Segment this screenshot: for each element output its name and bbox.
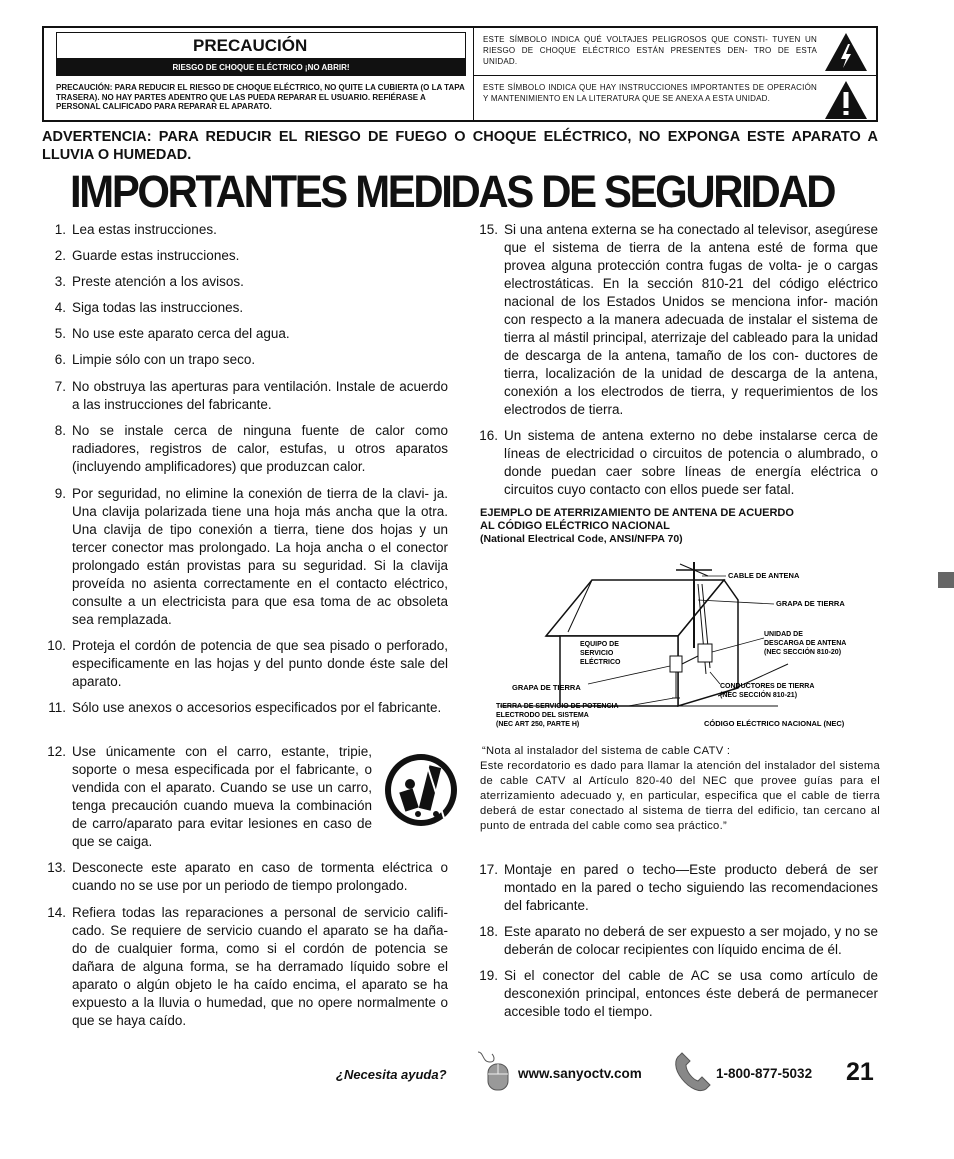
symbol-exclamation-row [474,76,876,120]
item-text: No use este aparato cerca del agua. [72,326,290,341]
phone-number: 1-800-877-5032 [716,1066,813,1081]
label-tierra-2: ELECTRODO DEL SISTEMA [496,712,589,719]
item-text: Este aparato no deberá de ser expuesto a ser mojado, y no se deberán de colocar recipientes con líquido encima de él. [504,924,878,957]
catv-note-body: Este recordatorio es dado para llamar la atención del instalador del sistema de cable CATV al Artículo 820-40 del NEC que provee guías para el aterrizamiento adecuado y, en particular, especifica que el cable de tierra deberá de estar conectado al sistema de tierra del edificio, tan cercano al punto de entrada del cable como sea práctico.” [480,760,880,832]
diagram-title-line2: AL CÓDIGO ELÉCTRICO NACIONAL [480,520,670,532]
diagram-title-line1: EJEMPLO DE ATERRIZAMIENTO DE ANTENA DE ACUERDO [480,507,794,519]
item-text: Por seguridad, no elimine la conexión de tierra de la clavi- ja. Una clavija polarizada tiene una hoja más ancha que la otra. Una clavija de tipo conexión a tierra, tiene dos hojas y un tercer conector mas prolongado. La hoja ancha o el conector prolongado están provistas para su seguridad. Si la clavija proveída no asienta correctamente en el contacto eléctrico, consulte a un electricista para que esa toma de ac obsoleta sea remplazada. [72,486,448,627]
cart-tipover-icon [380,748,462,832]
label-cable: CABLE DE ANTENA [728,571,800,580]
caution-bar: RIESGO DE CHOQUE ELÉCTRICO ¡NO ABRIR! [56,59,466,76]
item-text: Use únicamente con el carro, estante, tripie, soporte o mesa especificada por el fabricante, o vendida con el aparato. Cuando se use un carro, tenga precaución cuando mueva la combinación de carro/aparato para evitar lesiones en caso de que se caiga. [72,744,372,849]
symbol-lightning-row [474,28,876,76]
help-prompt: ¿Necesita ayuda? [336,1067,447,1082]
phone-icon [670,1051,714,1093]
item-number: 7. [54,379,66,394]
symbol-lightning-text: ESTE SÍMBOLO INDICA QUÉ VOLTAJES PELIGROSOS QUE CONSTI- TUYEN UN RIESGO DE CHOQUE ELÉCTRICO ESTÁN PRESENTES DEN- TRO DE ESTA UNIDAD. [483,35,817,66]
item-text: Limpie sólo con un trapo seco. [72,352,256,367]
item-text: Proteja el cordón de potencia de que sea pisado o perforado, especificamente en las hojas y del punto donde éste sale del aparato. [72,638,448,689]
item-text: Guarde estas instrucciones. [72,248,240,263]
item-text: Siga todas las instrucciones. [72,300,244,315]
diagram-title [480,507,880,546]
label-tierra-3: (NEC ART 250, PARTE H) [496,721,580,728]
item-number: 19. [479,968,498,983]
label-unidad-1: UNIDAD DE [764,631,803,638]
section-tab-marker [938,572,954,588]
symbol-exclamation-text: ESTE SÍMBOLO INDICA QUE HAY INSTRUCCIONES IMPORTANTES DE OPERACIÓN Y MANTENIMIENTO EN LA LITERATURA QUE SE ANEXA A ESTA UNIDAD. [483,83,817,103]
label-conductores-2: (NEC SECCIÓN 810-21) [720,692,798,699]
caution-text: PRECAUCIÓN: PARA REDUCIR EL RIESGO DE CHOQUE ELÉCTRICO, NO QUITE LA CUBIERTA (O LA TAPA TRASERA). NO HAY PARTES ADENTRO QUE LAS PUEDA REPARAR EL USUARIO. REFIÉRASE A PERSONAL CALIFICADO PARA REPARAR EL APARATO. [56,83,465,111]
catv-note [480,744,880,834]
item-number: 3. [54,274,66,289]
website-link[interactable]: www.sanyoctv.com [518,1066,642,1081]
caution-left-panel [44,28,474,120]
item-text: Lea estas instrucciones. [72,222,217,237]
page-number: 21 [846,1058,874,1086]
catv-note-heading: “Nota al instalador del sistema de cable CATV : [482,745,731,757]
label-codigo: CÓDIGO ELÉCTRICO NACIONAL (NEC) [704,719,845,728]
antenna-grounding-diagram [488,556,880,736]
label-equipo-3: ELÉCTRICO [580,659,621,666]
item-number: 13. [47,860,66,875]
item-text: Si el conector del cable de AC se usa como artículo de desconexión principal, entonces éste deberá de permanecer accesible todo el tiempo. [504,968,878,1019]
label-tierra-1: TIERRA DE SERVICIO DE POTENCIA [496,703,619,710]
item-text: Refiera todas las reparaciones a personal de servicio califi- cado. Se requiere de servicio cuando el aparato se ha daña- do de cualquier forma, como si el cordón de potencia se dañara de alguna forma, se ha derramado líquido sobre el aparato o algún objeto le ha caído encima, el aparato se ha expuesto a la lluvia o humedad, que no opere normalmente o que se haya caído. [72,905,448,1028]
item-text: Un sistema de antena externo no debe instalarse cerca de líneas de electricidad o circuitos de potencia o alumbrado, o donde puedan caer sobre líneas de energía eléctrica o circuitos cuyo contacto con ellos puede ser fatal. [504,428,878,497]
item-number: 11. [48,700,66,715]
exclamation-triangle-icon [824,80,868,120]
item-number: 6. [54,352,66,367]
item-text: Montaje en pared o techo—Este producto deberá de ser montado en la pared o techo siguiendo las recomendaciones del fabricante. [504,862,878,913]
item-number: 9. [54,486,66,501]
item-number: 8. [54,423,66,438]
caution-title: PRECAUCIÓN [56,32,466,59]
warning-text: ADVERTENCIA: PARA REDUCIR EL RIESGO DE FUEGO O CHOQUE ELÉCTRICO, NO EXPONGA ESTE APARATO A LLUVIA O HUMEDAD. [42,129,878,163]
mouse-icon [472,1050,512,1092]
item-number: 1. [54,222,66,237]
label-equipo-1: EQUIPO DE [580,641,619,648]
item-text: Preste atención a los avisos. [72,274,244,289]
item-number: 17. [479,862,498,877]
label-unidad-2: DESCARGA DE ANTENA [764,640,847,647]
item-text: No se instale cerca de ninguna fuente de calor como radiadores, registros de calor, estufas, u otros aparatos (incluyendo amplificadores) que produzcan calor. [72,423,448,474]
item-number: 14. [47,905,66,920]
item-text: No obstruya las aperturas para ventilación. Instale de acuerdo a las instrucciones del fabricante. [72,379,448,412]
label-unidad-3: (NEC SECCIÓN 810-20) [764,649,842,656]
item-text: Si una antena externa se ha conectado al televisor, asegúrese que el sistema de tierra de la antena esté de forma que provea alguna protección contra fugas de volta- je o cargas electrostáticas. En la sección 810-21 del código eléctrico nacional de los Estados Unidos se menciona infor- mación con respecto a la manera adecuada de instalar el sistema de tierra al mástil principal, aterrizaje del cableado para la unidad de descarga de la antena, tamaño de los con- ductores de tierra, localización de la unidad de descarga de la antena, conexión a los electrodos de tierra, y requerimientos de los electrodos de tierra. [504,222,878,417]
item-number: 10. [47,638,66,653]
label-equipo-2: SERVICIO [580,650,614,657]
item-number: 12. [47,744,66,759]
item-number: 2. [54,248,66,263]
item-text: Sólo use anexos o accesorios especificados por el fabricante. [72,700,442,715]
label-grapa-1: GRAPA DE TIERRA [776,599,845,608]
label-grapa-2: GRAPA DE TIERRA [512,683,581,692]
item-number: 18. [479,924,498,939]
diagram-title-line3: (National Electrical Code, ANSI/NFPA 70) [480,533,683,545]
item-number: 5. [54,326,66,341]
item-number: 16. [479,428,498,443]
caution-box [42,26,878,122]
item-number: 4. [54,300,66,315]
item-number: 15. [479,222,498,237]
item-text: Desconecte este aparato en caso de tormenta eléctrica o cuando no se use por un periodo de tiempo prolongado. [72,860,448,893]
page-title: IMPORTANTES MEDIDAS DE SEGURIDAD [70,166,835,217]
label-conductores-1: CONDUCTORES DE TIERRA [720,683,815,690]
lightning-triangle-icon [824,32,868,72]
